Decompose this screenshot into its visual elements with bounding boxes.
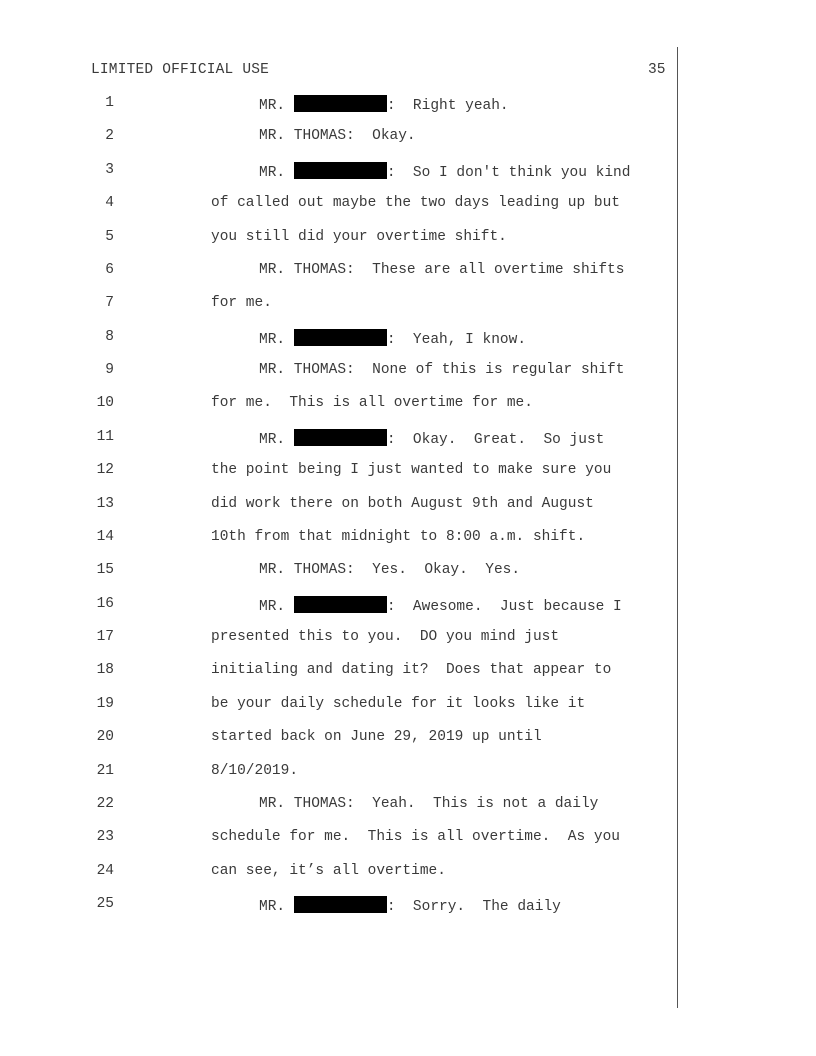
transcript-line — [0, 295, 816, 315]
transcript-line — [0, 95, 816, 115]
spoken-text: Yeah. This is not a daily — [354, 795, 599, 812]
spoken-text: be your daily schedule for it looks like it — [211, 695, 586, 712]
transcript-line — [0, 162, 816, 182]
spoken-text: can see, it’s all overtime. — [211, 862, 446, 879]
line-number: 24 — [96, 862, 114, 879]
spoken-text: initialing and dating it? Does that appear to — [211, 662, 612, 679]
speaker-label: MR. — [259, 598, 294, 615]
transcript-line — [0, 462, 816, 482]
spoken-text: for me. This is all overtime for me. — [211, 395, 533, 412]
transcript-line — [0, 729, 816, 749]
transcript-line — [0, 763, 816, 783]
spoken-text: schedule for me. This is all overtime. As you — [211, 829, 620, 846]
line-text — [211, 395, 533, 411]
line-number: 21 — [96, 762, 114, 779]
line-number: 4 — [105, 195, 114, 212]
redaction-box — [294, 596, 387, 613]
line-number: 3 — [105, 161, 114, 178]
line-text — [211, 529, 585, 545]
line-text — [259, 128, 416, 144]
line-text — [259, 162, 630, 181]
line-text — [259, 429, 604, 448]
spoken-text: : Okay. Great. So just — [386, 431, 605, 448]
line-text — [211, 763, 298, 779]
transcript-line — [0, 229, 816, 249]
line-text — [211, 696, 585, 712]
spoken-text: : Sorry. The daily — [386, 899, 561, 916]
line-number: 8 — [105, 328, 114, 345]
line-number: 9 — [105, 362, 114, 379]
spoken-text: you still did your overtime shift. — [211, 228, 507, 245]
line-number: 2 — [105, 128, 114, 145]
speaker-label: MR. — [259, 331, 294, 348]
page-number: 35 — [648, 62, 666, 78]
line-text — [211, 662, 611, 678]
spoken-text: : So I don't think you kind — [386, 164, 631, 181]
spoken-text: did work there on both August 9th and August — [211, 495, 594, 512]
line-number: 12 — [96, 462, 114, 479]
redaction-box — [294, 896, 387, 913]
speaker-label: MR. — [259, 164, 294, 181]
line-number: 15 — [96, 562, 114, 579]
transcript-line — [0, 629, 816, 649]
spoken-text: These are all overtime shifts — [354, 261, 625, 278]
transcript-line — [0, 496, 816, 516]
transcript-line — [0, 195, 816, 215]
spoken-text: for me. — [211, 295, 272, 312]
speaker-label: MR. THOMAS: — [259, 795, 355, 812]
transcript-line — [0, 596, 816, 616]
line-text — [211, 863, 446, 879]
line-number: 17 — [96, 629, 114, 646]
line-text — [211, 195, 620, 211]
line-number: 10 — [96, 395, 114, 412]
transcript-line — [0, 562, 816, 582]
spoken-text: : Right yeah. — [386, 98, 509, 114]
transcript-line — [0, 662, 816, 682]
line-number: 16 — [96, 595, 114, 612]
line-number: 22 — [96, 795, 114, 812]
transcript-line — [0, 262, 816, 282]
spoken-text: : Yeah, I know. — [386, 331, 527, 348]
transcript-line — [0, 329, 816, 349]
line-text — [259, 596, 622, 615]
line-number: 18 — [96, 662, 114, 679]
line-number: 20 — [96, 729, 114, 746]
line-text — [259, 95, 509, 114]
speaker-label: MR. — [259, 431, 294, 448]
line-text — [259, 896, 561, 915]
line-text — [211, 462, 611, 478]
line-text — [211, 629, 559, 645]
speaker-label: MR. THOMAS: — [259, 128, 355, 145]
spoken-text: Okay. — [354, 128, 416, 145]
transcript-line — [0, 863, 816, 883]
transcript-line — [0, 796, 816, 816]
line-number: 1 — [105, 95, 114, 111]
line-number: 11 — [96, 428, 114, 445]
transcript-line — [0, 896, 816, 916]
line-number: 5 — [105, 228, 114, 245]
speaker-label: MR. — [259, 899, 294, 916]
spoken-text: : Awesome. Just because I — [386, 598, 622, 615]
speaker-label: MR. — [259, 98, 294, 114]
line-text — [211, 729, 542, 745]
line-text — [259, 562, 520, 578]
line-number: 23 — [96, 829, 114, 846]
redaction-box — [294, 162, 387, 179]
speaker-label: MR. THOMAS: — [259, 562, 355, 579]
classification-header: LIMITED OFFICIAL USE — [91, 62, 270, 78]
speaker-label: MR. THOMAS: — [259, 261, 355, 278]
transcript-line — [0, 696, 816, 716]
spoken-text: 8/10/2019. — [211, 762, 299, 779]
spoken-text: of called out maybe the two days leading up but — [211, 195, 620, 212]
spoken-text: started back on June 29, 2019 up until — [211, 729, 542, 746]
line-number: 25 — [96, 896, 114, 913]
spoken-text: None of this is regular shift — [354, 362, 625, 379]
transcript-line — [0, 529, 816, 549]
line-number: 6 — [105, 261, 114, 278]
line-text — [259, 329, 526, 348]
spoken-text: Yes. Okay. Yes. — [354, 562, 521, 579]
transcript-line — [0, 429, 816, 449]
redaction-box — [294, 95, 387, 112]
line-text — [259, 262, 624, 278]
line-text — [211, 829, 620, 845]
transcript-line — [0, 128, 816, 148]
line-text — [259, 362, 624, 378]
transcript-line — [0, 362, 816, 382]
spoken-text: presented this to you. DO you mind just — [211, 629, 560, 646]
spoken-text: 10th from that midnight to 8:00 a.m. shift. — [211, 528, 586, 545]
line-text — [211, 496, 594, 512]
redaction-box — [294, 429, 387, 446]
spoken-text: the point being I just wanted to make sure you — [211, 462, 612, 479]
line-number: 14 — [96, 528, 114, 545]
speaker-label: MR. THOMAS: — [259, 362, 355, 379]
line-text — [211, 295, 272, 311]
line-text — [259, 796, 598, 812]
transcript-line — [0, 395, 816, 415]
line-number: 13 — [96, 495, 114, 512]
transcript-line — [0, 829, 816, 849]
line-number: 19 — [96, 695, 114, 712]
redaction-box — [294, 329, 387, 346]
line-number: 7 — [105, 295, 114, 312]
line-text — [211, 229, 507, 245]
